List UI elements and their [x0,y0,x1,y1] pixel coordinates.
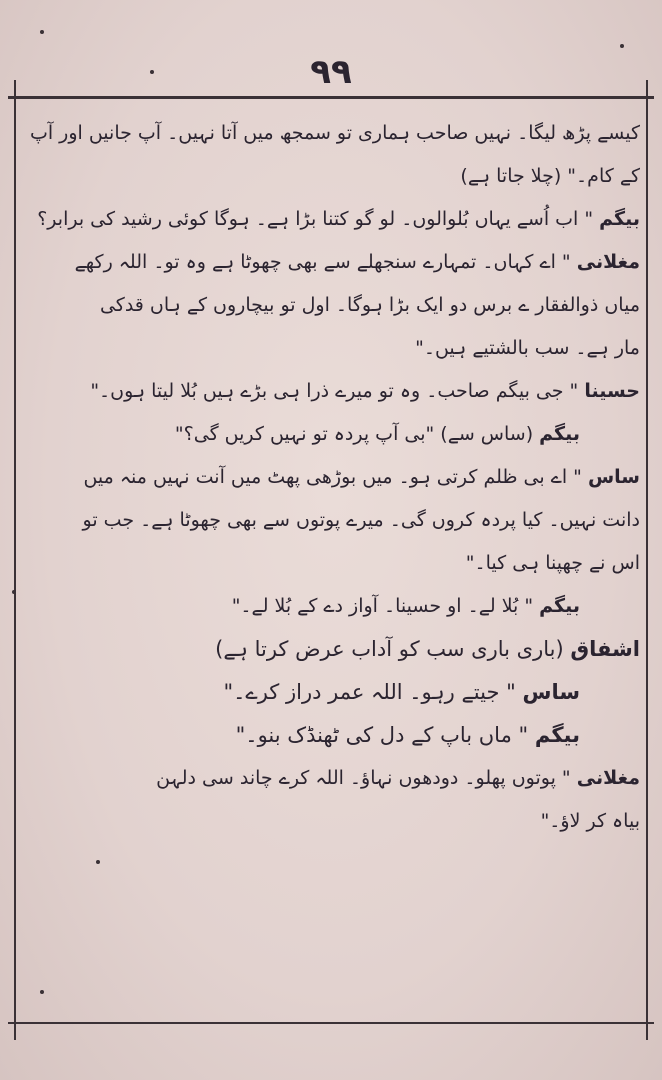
line-text: (باری باری سب کو آداب عرض کرتا ہے) [215,637,564,661]
speaker-name: مغلانی [576,767,640,789]
speaker-name: بیگم [539,423,580,445]
line-text: مار ہے۔ سب بالشتیے ہیں۔" [415,337,640,359]
line-text: کیسے پڑھ لیگا۔ نہیں صاحب ہماری تو سمجھ میں آتا نہیں۔ آپ جانیں اور آپ [29,122,640,144]
line-text: " اب اُسے یہاں بُلوالوں۔ لو گو کتنا بڑا ہے۔ ہوگا کوئی رشید کی برابر؟ [37,208,594,230]
page-text [26,112,640,843]
speaker-name: بیگم [539,595,580,617]
text-line [26,284,640,327]
ink-speck [40,30,44,34]
speaker-name: ساس [522,680,580,704]
speaker-name: بیگم [534,723,580,747]
page-number: ۹۹ [310,52,352,92]
text-line [26,241,640,284]
line-text: " جیتے رہو۔ اللہ عمر دراز کرے۔" [223,680,516,704]
text-line [26,757,640,800]
text-line [26,714,640,757]
line-text: کے کام۔" (چلا جاتا ہے) [460,165,640,187]
speaker-name: حسینا [584,380,640,402]
right-border-line [646,80,648,1040]
text-line [26,155,640,198]
text-line [26,112,640,155]
left-border-line [14,80,16,1040]
text-line [26,198,640,241]
ink-speck [620,44,624,48]
text-line [26,456,640,499]
text-line [26,370,640,413]
ink-speck [96,860,100,864]
text-line [26,413,640,456]
ink-speck [12,590,16,594]
line-text: " بُلا لے۔ او حسینا۔ آواز دے کے بُلا لے۔" [231,595,534,617]
line-text: " اے بی ظلم کرتی ہو۔ میں بوڑھی پھٹ میں آنت نہیں منہ میں [83,466,582,488]
line-text: اس نے چھپنا ہی کیا۔" [465,552,640,574]
line-text: " ماں باپ کے دل کی ٹھنڈک بنو۔" [235,723,529,747]
text-line [26,327,640,370]
line-text: " پوتوں پھلو۔ دودھوں نہاؤ۔ اللہ کرے چاند سی دلہن [156,767,571,789]
speaker-name: ساس [587,466,640,488]
bottom-border-line [8,1022,654,1024]
text-line [26,585,640,628]
line-text: بیاہ کر لاؤ۔" [540,810,640,832]
text-line [26,628,640,671]
ink-speck [40,990,44,994]
text-line [26,499,640,542]
speaker-name: اشفاق [570,637,640,661]
line-text: (ساس سے) "بی آپ پردہ تو نہیں کریں گی؟" [174,423,534,445]
text-line [26,542,640,585]
top-border-line [8,96,654,99]
line-text: " جی بیگم صاحب۔ وہ تو میرے ذرا ہی بڑے ہیں بُلا لیتا ہوں۔" [90,380,579,402]
speaker-name: مغلانی [576,251,640,273]
line-text: میاں ذوالفقار ے برس دو ایک بڑا ہوگا۔ اول تو بیچاروں کے ہاں قدکی [99,294,640,316]
line-text: دانت نہیں۔ کیا پردہ کروں گی۔ میرے پوتوں سے بھی چھوٹا ہے۔ جب تو [82,509,640,531]
speaker-name: بیگم [599,208,640,230]
ink-speck [150,70,154,74]
text-line [26,800,640,843]
line-text: " اے کہاں۔ تمہارے سنجھلے سے بھی چھوٹا ہے وہ تو۔ اللہ رکھے [74,251,571,273]
text-line [26,671,640,714]
